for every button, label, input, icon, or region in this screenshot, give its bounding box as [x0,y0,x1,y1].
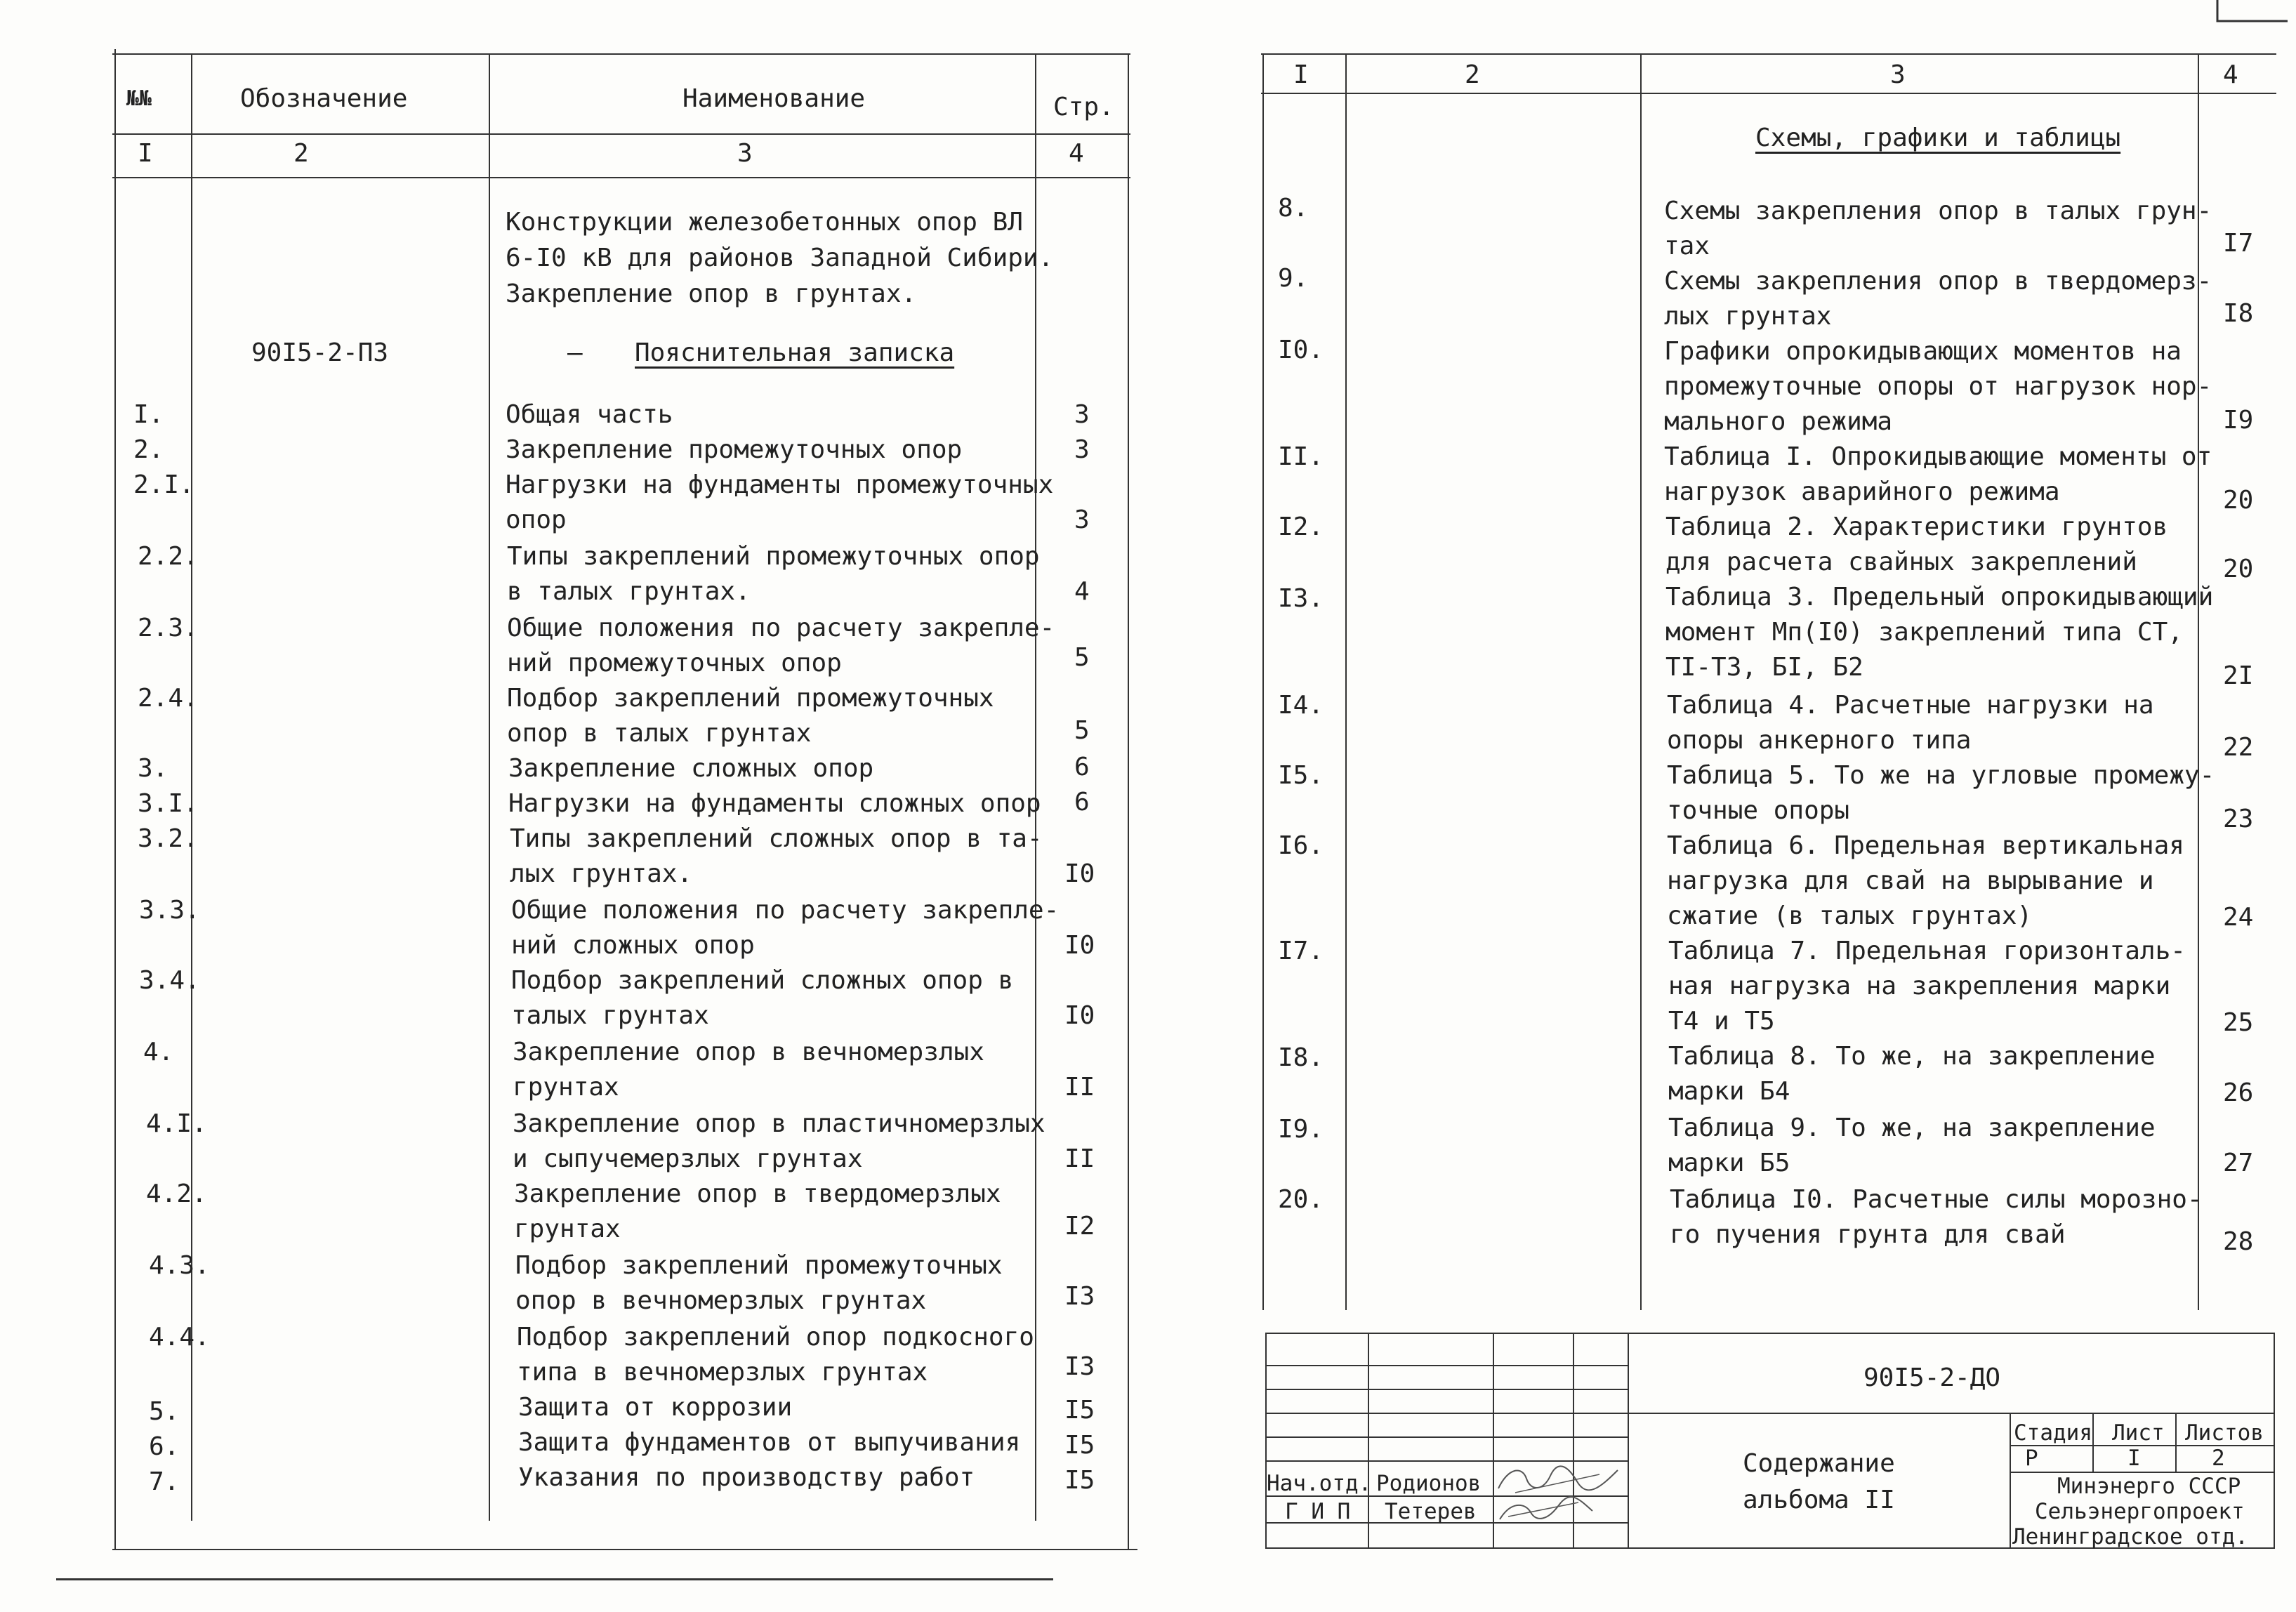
name-gip: Тетерев [1385,1499,1477,1524]
row-text: Нагрузки на фундаменты промежуточных [506,470,1054,499]
name-head: Родионов [1376,1471,1482,1496]
row-text: нагрузок аварийного режима [1664,477,2060,506]
stamp-grid-h [1265,1389,1628,1390]
row-text: и сыпучемерзлых грунтах [513,1144,863,1173]
row-text: Подбор закреплений промежуточных [507,684,994,713]
row-num: 3.3. [139,896,200,925]
row-text: Нагрузки на фундаменты сложных опор [508,789,1041,818]
row-text: Закрепление сложных опор [508,754,874,783]
row-num: I6. [1278,831,1324,860]
signature-rodionov [1494,1460,1621,1497]
row-text: типа в вечномерзлых грунтах [517,1358,928,1387]
row-page: 3 [1074,435,1090,464]
row-page: I3 [1064,1352,1095,1381]
row-text: Таблица 6. Предельная вертикальная [1667,831,2184,860]
row-text: лых грунтах. [510,859,693,888]
row-page: I2 [1064,1212,1095,1241]
row-text: го пучения грунта для свай [1670,1220,2066,1249]
stamp-stage-col [2092,1413,2094,1472]
right-colnum-4: 4 [2223,60,2238,89]
row-page: I3 [1064,1282,1095,1311]
stamp-title-1: Содержание [1743,1449,1895,1478]
row-text: Типы закреплений сложных опор в та- [510,824,1043,853]
row-num: 2.2. [138,542,199,571]
corner-mark [2212,0,2289,25]
row-text: промежуточные опоры от нагрузок нор- [1664,372,2212,401]
row-text: Таблица 4. Расчетные нагрузки на [1667,691,2154,720]
row-page: 6 [1074,753,1090,781]
row-num: 20. [1278,1185,1324,1214]
right-colnum-divider [1261,93,2276,94]
org-line: Сельэнергопроект [2035,1499,2245,1524]
row-num: 6. [149,1432,180,1461]
left-right-border [1128,53,1129,1549]
row-text: Закрепление опор в вечномерзлых [513,1038,984,1066]
stamp-code-divider [1628,1413,2274,1414]
row-num: 4.3. [149,1251,210,1280]
intro-line: 6-I0 кВ для районов Западной Сибири. [506,244,1054,272]
header-designation: Обозначение [240,84,408,113]
org-line: Минэнерго СССР [2057,1474,2241,1499]
row-page: 28 [2223,1227,2254,1256]
sheet-label: Лист [2112,1420,2165,1446]
row-text: Общая часть [506,400,673,429]
left-header-divider [112,133,1130,135]
row-text: опор в талых грунтах [507,719,812,748]
row-page: 5 [1074,716,1090,745]
row-num: 8. [1278,194,1309,223]
row-text: Подбор закреплений промежуточных [515,1251,1003,1280]
row-num: I4. [1278,691,1324,720]
stamp-grid-h [1265,1436,1628,1438]
right-section-title: Схемы, графики и таблицы [1755,124,2121,152]
row-text: Подбор закреплений сложных опор в [511,966,1014,995]
row-text: талых грунтах [511,1001,709,1030]
row-page: I0 [1064,931,1095,960]
row-text: Типы закреплений промежуточных опор [507,542,1040,571]
stamp-grid-h [1265,1413,1628,1414]
left-section-title: Пояснительная записка [635,338,955,367]
row-text: точные опоры [1667,796,1850,825]
row-text: грунтах [514,1215,621,1243]
row-page: I0 [1064,1001,1095,1030]
row-num: II. [1278,442,1324,471]
right-top-border [1261,53,2276,55]
row-num: I2. [1278,513,1324,541]
sheet-value: I [2127,1446,2141,1471]
right-colnum-2: 2 [1465,60,1480,89]
row-text: Схемы закрепления опор в твердомерз- [1664,267,2212,296]
org-line: Ленинградское отд. [2012,1524,2248,1550]
page-bottom-rule [56,1578,1053,1580]
role-head: Нач.отд. [1267,1471,1372,1496]
row-page: I8 [2223,299,2254,328]
row-page: I5 [1064,1431,1095,1460]
row-text: тах [1664,232,1710,260]
stage-label: Стадия [2014,1420,2092,1446]
row-text: Таблица 8. То же, на закрепление [1668,1042,2156,1071]
intro-line: Конструкции железобетонных опор ВЛ [506,208,1023,237]
section-dash: – [567,338,583,367]
row-text: грунтах [513,1073,619,1102]
left-doc-code: 90I5-2-ПЗ [251,338,389,367]
row-text: нагрузка для свай на вырывание и [1667,866,2154,895]
row-num: I. [133,400,164,429]
row-text: Т4 и Т5 [1668,1007,1775,1036]
stamp-grid-h [1265,1365,1628,1366]
row-text: Графики опрокидывающих моментов на [1664,337,2182,366]
row-text: Закрепление опор в твердомерзлых [514,1180,1001,1208]
row-text: Общие положения по расчету закрепле- [507,614,1055,642]
row-text: сжатие (в талых грунтах) [1667,901,2033,930]
left-colnum-1: I [138,139,153,168]
row-text: Таблица I0. Расчетные силы морозно- [1670,1185,2203,1214]
right-col-divider-2 [1640,53,1642,1310]
row-num: 3.4. [139,966,200,995]
row-page: 22 [2223,733,2254,762]
header-page: Стр. [1053,93,1114,121]
row-num: I9. [1278,1115,1324,1144]
signature-teterev [1494,1495,1621,1524]
row-page: 23 [2223,805,2254,833]
header-num: №№ [126,86,152,111]
row-text: в талых грунтах. [507,577,751,606]
left-colnum-3: 3 [737,139,753,168]
row-text: Таблица 7. Предельная горизонталь- [1668,937,2186,965]
row-page: I9 [2223,406,2254,435]
row-text: для расчета свайных закреплений [1665,548,2137,576]
row-text: Указания по производству работ [518,1463,975,1492]
right-col-divider-1 [1345,53,1347,1310]
row-text: ТI-Т3, БI, Б2 [1665,653,1863,682]
left-col-divider-2 [489,53,490,1521]
row-text: Схемы закрепления опор в талых грун- [1664,197,2212,225]
stamp-grid-v [1628,1333,1629,1549]
row-num: I5. [1278,761,1324,790]
stamp-right [2274,1333,2275,1549]
left-colnum-divider [112,177,1130,178]
row-text: мального режима [1664,407,1893,436]
row-page: 6 [1074,788,1090,817]
intro-line: Закрепление опор в грунтах. [506,279,917,308]
row-num: I8. [1278,1043,1324,1072]
row-text: опоры анкерного типа [1667,726,1972,755]
row-text: Таблица 2. Характеристики грунтов [1665,513,2168,541]
row-page: 2I [2223,661,2254,690]
row-text: Подбор закреплений опор подкосного [517,1323,1034,1352]
sheets-label: Листов [2185,1420,2264,1446]
stamp-top [1265,1333,2275,1334]
row-text: Таблица I. Опрокидывающие моменты от [1664,442,2212,471]
stamp-title-2: альбома II [1743,1486,1895,1514]
row-text: Таблица 9. То же, на закрепление [1668,1114,2156,1142]
row-page: 3 [1074,506,1090,534]
row-text: марки Б5 [1668,1149,1790,1177]
row-text: Защита от коррозии [518,1393,793,1422]
left-colnum-4: 4 [1069,139,1084,168]
row-num: I3. [1278,584,1324,613]
row-page: 5 [1074,643,1090,672]
right-col-divider-3 [2198,53,2199,1310]
row-num: 4.2. [146,1180,207,1208]
row-num: 4. [143,1038,174,1066]
stamp-doc-code: 90I5-2-ДО [1863,1363,2001,1392]
stamp-org-divider [2010,1413,2011,1549]
row-text: Закрепление опор в пластичномерзлых [513,1109,1045,1138]
row-page: 20 [2223,486,2254,515]
left-top-border [112,53,1130,55]
row-num: 4.4. [149,1323,210,1352]
row-text: лых грунтах [1664,302,1832,331]
row-text: опор [506,506,567,534]
right-left-border [1262,53,1264,1310]
row-page: I5 [1064,1466,1095,1495]
row-text: Таблица 5. То же на угловые промежу- [1667,761,2215,790]
row-text: марки Б4 [1668,1077,1790,1106]
row-page: 20 [2223,555,2254,583]
left-bottom-border [112,1549,1137,1550]
row-page: 27 [2223,1149,2254,1177]
row-num: 2.I. [133,470,194,499]
row-num: 3.I. [138,789,199,818]
row-text: Закрепление промежуточных опор [506,435,963,464]
row-page: II [1064,1073,1095,1102]
row-page: 25 [2223,1008,2254,1037]
row-text: Таблица 3. Предельный опрокидывающий [1665,583,2214,612]
row-text: Общие положения по расчету закрепле- [511,896,1060,925]
row-page: 24 [2223,903,2254,932]
sheets-value: 2 [2212,1446,2225,1471]
row-num: 2. [133,435,164,464]
right-colnum-3: 3 [1890,60,1906,89]
row-page: I0 [1064,859,1095,888]
row-num: 2.4. [138,684,199,713]
row-num: 2.3. [138,614,199,642]
row-page: I7 [2223,229,2254,258]
row-num: 7. [149,1467,180,1496]
row-num: 3. [138,754,169,783]
header-name: Наименование [682,84,866,113]
row-page: 26 [2223,1078,2254,1107]
row-text: Защита фундаментов от выпучивания [518,1428,1021,1457]
row-page: II [1064,1144,1095,1173]
row-text: ний промежуточных опор [507,649,842,678]
row-text: опор в вечномерзлых грунтах [515,1286,927,1315]
left-border-line [114,49,116,1550]
left-colnum-2: 2 [293,139,309,168]
row-num: I0. [1278,336,1324,364]
role-gip: Г И П [1285,1499,1351,1524]
row-page: 3 [1074,400,1090,429]
stamp-sheet-col [2175,1413,2177,1472]
row-text: ний сложных опор [511,931,755,960]
row-text: момент Мп(I0) закреплений типа СТ, [1665,618,2183,647]
row-num: 9. [1278,264,1309,293]
row-page: 4 [1074,577,1090,606]
row-num: 4.I. [146,1109,207,1138]
row-num: 5. [149,1397,180,1426]
right-colnum-1: I [1293,60,1309,89]
stage-value: Р [2025,1446,2038,1471]
row-num: 3.2. [138,824,199,853]
row-page: I5 [1064,1396,1095,1425]
row-num: I7. [1278,937,1324,965]
row-text: ная нагрузка на закрепления марки [1668,972,2171,1000]
